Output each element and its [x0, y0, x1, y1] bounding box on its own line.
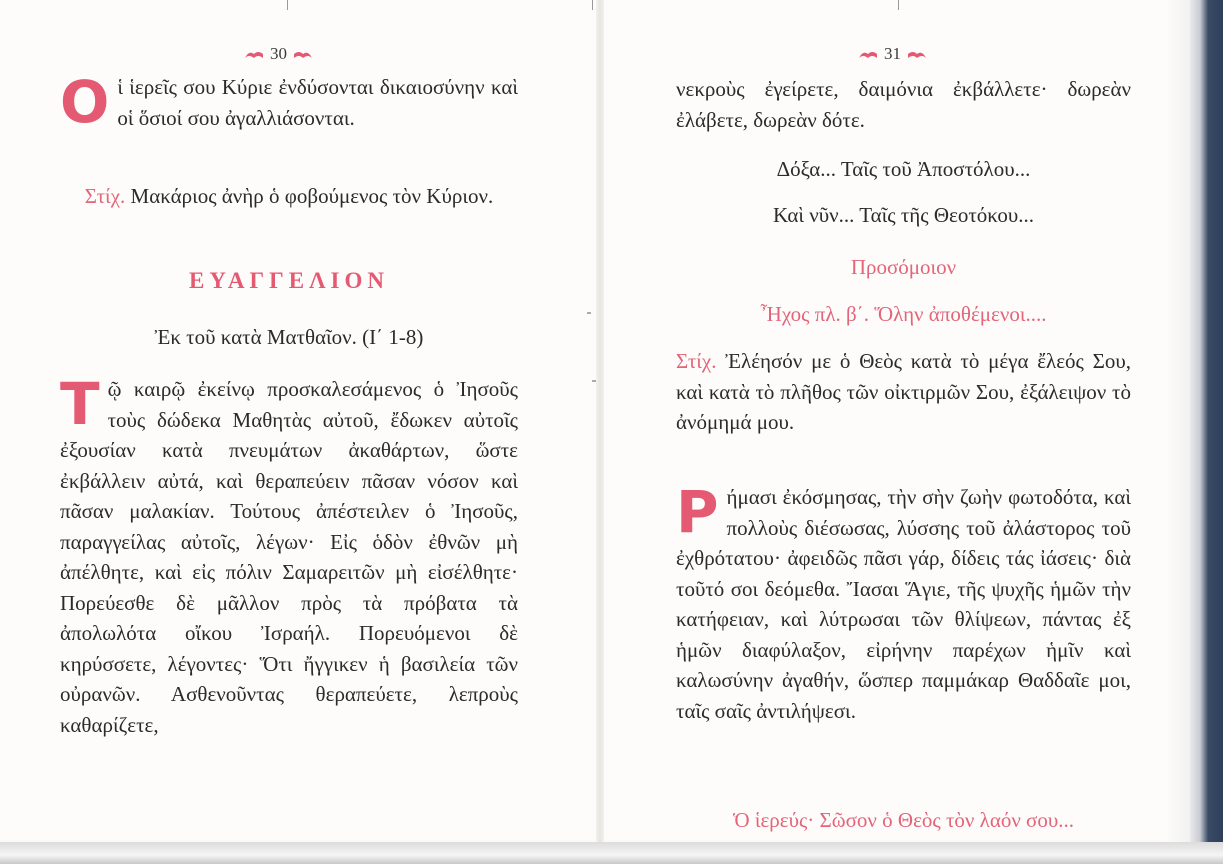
page-number-text: 31	[884, 44, 901, 63]
ornament-right-icon	[293, 49, 313, 60]
verse-text: Μακάριος ἀνὴρ ὁ φοβούμενος τὸν Κύριον.	[130, 184, 494, 208]
scan-speck	[587, 312, 591, 314]
page-number-left	[244, 44, 313, 64]
page-edge	[1165, 0, 1193, 864]
hymn-text: ήμασι ἐκόσμησας, τὴν σὴν ζωὴν φωτοδότα, καὶ πολλοὺς διέσωσας, λύσσης τοῦ ἀλάστορος τοῦ ἐχθρότατου· ἀφειδῶς πᾶσι γάρ, δίδεις τάς ἰάσεις· διὰ τοῦτό σοι δεόμεθα. Ἴασαι Ἅγιε, τῆς ψυχῆς ἡμῶν τὴν κατήφειαν, καὶ λύτρωσαι τῶν θλίψεων, πάντας ἐξ ἡμῶν διαφύλαξον, εἰρήνην παρέχων ἡμῖν καὶ καλωσύνην ἀγαθήν, ὥσπερ παμμάκαρ Θαδδαῖε μοι, ταῖς σαῖς ἀντιλήψεσι.	[676, 485, 1131, 723]
ornament-left-icon	[858, 49, 878, 60]
continuation-paragraph: νεκροὺς ἐγείρετε, δαιμόνια ἐκβάλλετε· δωρεὰν ἐλάβετε, δωρεὰν δότε.	[676, 77, 1131, 132]
verse-label: Στίχ.	[676, 349, 717, 373]
prosomoion-label: Προσόμοιον	[850, 255, 957, 279]
gospel-text: ῷ καιρῷ ἐκείνῳ προσκαλεσάμενος ὁ Ἰησοῦς τοὺς δώδεκα Μαθητὰς αὐτοῦ, ἔδωκεν αὐτοῖς ἐξουσίαν κατὰ πνευμάτων ἀκαθάρτων, ὥστε ἐκβάλλειν αὐτά, καὶ θεραπεύειν πᾶσαν νόσον καὶ πᾶσαν μαλακίαν. Τούτους ἀπέστειλεν ὁ Ἰησοῦς, παραγγείλας αὐτοῖς, λέγων· Εἰς ὁδὸν ἐθνῶν μὴ ἀπέλθητε, καὶ εἰς πόλιν Σαμαρειτῶν μὴ εἰσέλθητε· Πορεύεσθε δὲ μᾶλλον πρὸς τὰ πρόβατα τὰ ἀπολωλότα οἴκου Ἰσραήλ. Πορευόμενοι δὲ κηρύσσετε, λέγοντες· Ὅτι ἤγγικεν ἡ βασιλεία τῶν οὐρανῶν. Ασθενοῦντας θεραπεύετε, λεπροὺς καθαρίζετε,	[60, 377, 518, 737]
dropcap: Ο	[60, 68, 110, 136]
scan-speck	[592, 380, 596, 382]
ornament-left-icon	[244, 49, 264, 60]
dropcap: Ρ	[676, 478, 719, 546]
verse-paragraph-left	[60, 181, 518, 212]
closing-rubric: Ὁ ἱερεύς· Σῶσον ὁ Θεὸς τὸν λαόν σου...	[732, 808, 1075, 832]
gospel-reference: Ἐκ τοῦ κατὰ Ματθαῖον. (Ι΄ 1-8)	[154, 325, 424, 349]
top-crop-mark	[898, 0, 899, 10]
page-number-text: 30	[270, 44, 287, 63]
top-crop-mark	[287, 0, 288, 10]
gospel-heading: ΕΥΑΓΓΕΛΙΟΝ	[188, 268, 390, 293]
ornament-right-icon	[907, 49, 927, 60]
doxa-line: Δόξα... Ταῖς τοῦ Ἀποστόλου...	[776, 157, 1031, 181]
scanner-edge	[1190, 0, 1223, 864]
bottom-edge-shadow	[0, 842, 1223, 864]
page-number-right	[858, 44, 927, 64]
kai-nyn-line: Καὶ νῦν... Ταῖς τῆς Θεοτόκου...	[772, 203, 1035, 227]
verse-paragraph-right	[676, 346, 1131, 438]
verse-label: Στίχ.	[84, 184, 126, 208]
dropcap: Τ	[60, 370, 100, 438]
top-crop-mark	[592, 0, 593, 10]
gospel-paragraph	[60, 370, 518, 740]
book-gutter	[596, 0, 604, 860]
opening-text: ἱ ἱερεῖς σου Κύριε ἐνδύσονται δικαιοσύνην καὶ οἱ ὅσιοί σου ἀγαλλιάσονται.	[117, 75, 518, 130]
hymn-paragraph	[676, 478, 1131, 726]
verse-text: Ἐλέησόν με ὁ Θεὸς κατὰ τὸ μέγα ἔλεός Σου, καὶ κατὰ τὸ πλῆθος τῶν οἰκτιρμῶν Σου, ἐξάλειψον τὸ ἀνόμημά μου.	[676, 349, 1132, 434]
opening-paragraph	[60, 68, 518, 136]
tone-line: Ἦχος πλ. β΄. Ὅλην ἀποθέμενοι....	[760, 302, 1047, 326]
